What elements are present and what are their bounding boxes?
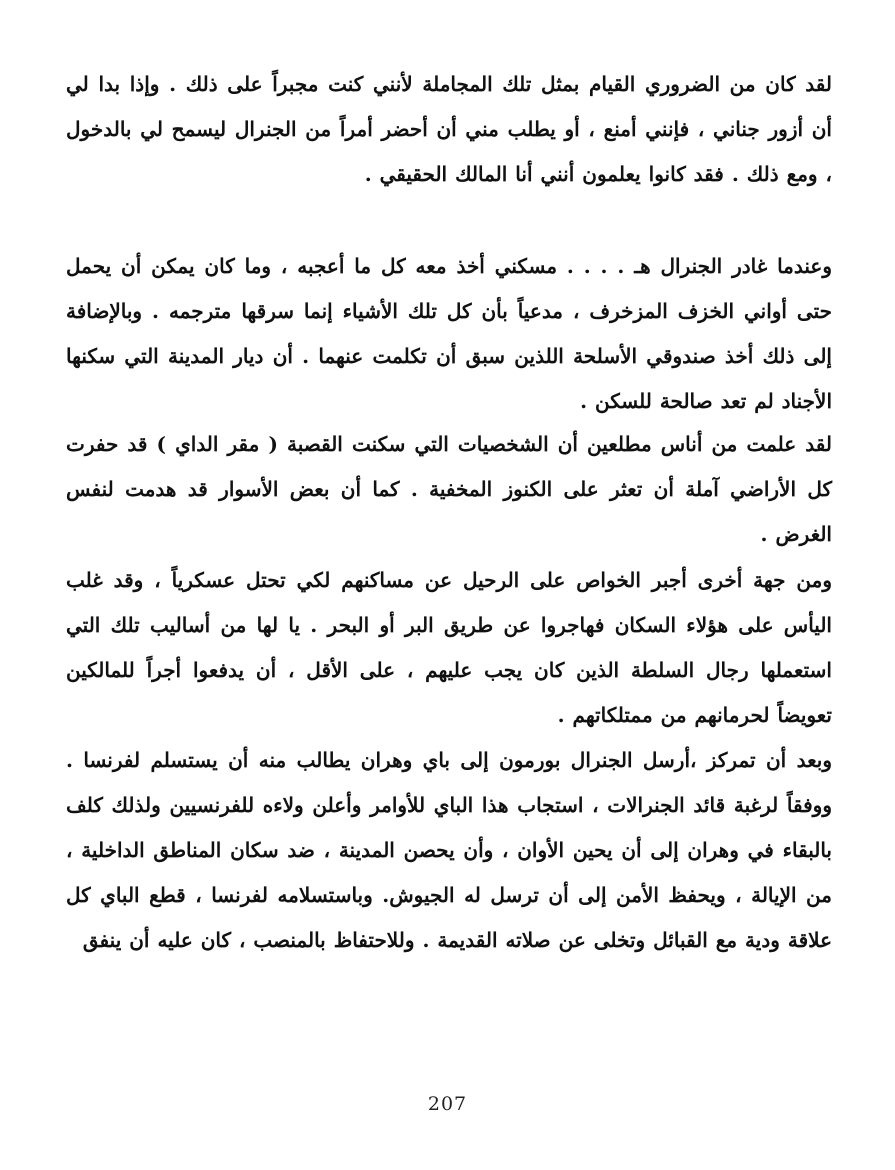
paragraph-text: لقد علمت من أناس مطلعين أن الشخصيات التي سكنت القصبة ( مقر الداي ) قد حفرت كل الأراضي آملة أن تعثر على الكنوز المخفية . كما أن بعض الأسوار قد هدمت لنفس الغرض . (66, 432, 832, 546)
page-number: 207 (427, 1093, 468, 1115)
paragraph-text: وبعد أن تمركز ،أرسل الجنرال بورمون إلى باي وهران يطالب منه أن يستسلم لفرنسا . ووفقاً لرغبة قائد الجنرالات ، استجاب هذا الباي للأوامر وأعلن ولاءه للفرنسيين ولذلك كلف بالبقاء في وهران إلى أن يحين الأوان ، وأن يحصن المدينة ، ضد سكان المناطق الداخلية ، من الإيالة ، ويحفظ الأمن إلى أن ترسل له الجيوش. وباستسلامه لفرنسا ، قطع الباي كل علاقة ودية مع القبائل وتخلى عن صلاته القديمة . وللاحتفاظ بالمنصب ، كان عليه أن ينفق (66, 748, 832, 952)
paragraph-text: وعندما غادر الجنرال هـ . . . . مسكني أخذ معه كل ما أعجبه ، وما كان يمكن أن يحمل حتى أواني الخزف المزخرف ، مدعياً بأن كل تلك الأشياء إنما سرقها مترجمه . وبالإضافة إلى ذلك أخذ صندوقي الأسلحة اللذين سبق أن تكلمت عنهما . أن ديار المدينة التي سكنها الأجناد لم تعد صالحة للسكن . (66, 254, 832, 413)
paragraph-3 (66, 422, 832, 557)
paragraph-1 (66, 62, 832, 197)
paragraph-5 (66, 738, 832, 963)
paragraph-text: لقد كان من الضروري القيام بمثل تلك المجاملة لأنني كنت مجبراً على ذلك . وإذا بدا لي أن أزور جناني ، فإنني أمنع ، أو يطلب مني أن أحضر أمراً من الجنرال ليسمح لي بالدخول ، ومع ذلك . فقد كانوا يعلمون أنني أنا المالك الحقيقي . (66, 72, 832, 186)
paragraph-2 (66, 244, 832, 424)
paragraph-4 (66, 558, 832, 738)
paragraph-text: ومن جهة أخرى أجبر الخواص على الرحيل عن مساكنهم لكي تحتل عسكرياً ، وقد غلب اليأس على هؤلاء السكان فهاجروا عن طريق البر أو البحر . يا لها من أساليب تلك التي استعملها رجال السلطة الذين كان يجب عليهم ، على الأقل ، أن يدفعوا أجراً للمالكين تعويضاً لحرمانهم من ممتلكاتهم . (66, 568, 832, 727)
